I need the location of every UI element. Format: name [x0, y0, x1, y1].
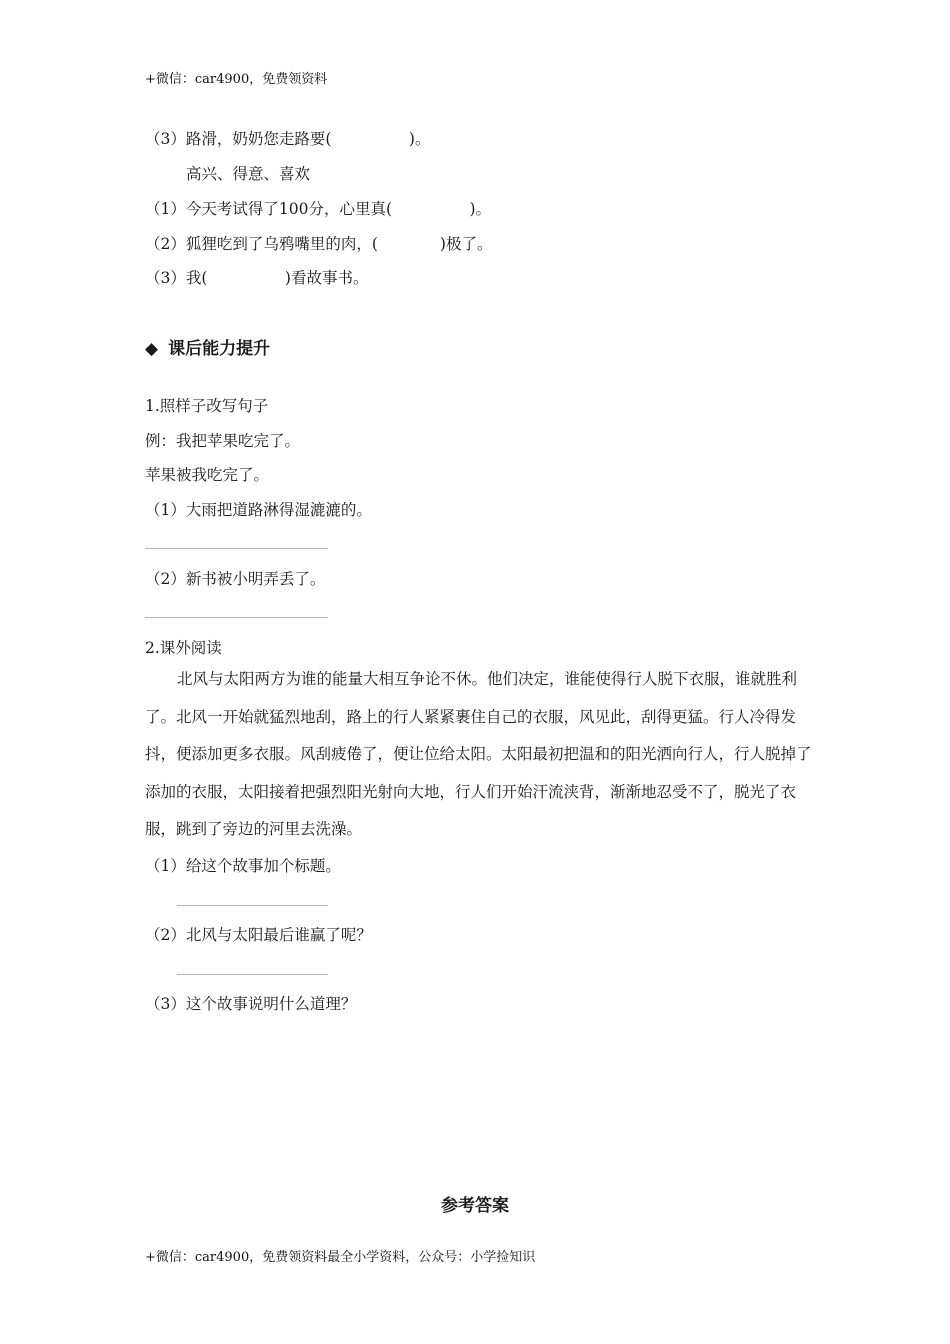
- answer-line[interactable]: [145, 617, 328, 618]
- fill-blank-question-3: （3）我( )看故事书。: [145, 269, 369, 287]
- reading-heading: 2.课外阅读: [145, 639, 222, 657]
- diamond-icon: ◆: [145, 339, 159, 359]
- fill-blank-question-1: （1）今天考试得了100分，心里真( )。: [145, 200, 492, 218]
- reading-passage: 北风与太阳两方为谁的能量大相互争论不休。他们决定，谁能使得行人脱下衣服，谁就胜利了。北风一开始就猛烈地刮，路上的行人紧紧裹住自己的衣服，风见此，刮得更猛。行人冷得发抖，便添加更多衣服。风刮疲倦了，便让位给太阳。太阳最初把温和的阳光洒向行人，行人脱掉了添加的衣服，太阳接着把强烈阳光射向大地，行人们开始汗流浃背，渐渐地忍受不了，脱光了衣服，跳到了旁边的河里去洗澡。: [145, 670, 812, 838]
- reading-question-3: （3）这个故事说明什么道理？: [145, 995, 357, 1013]
- answer-line[interactable]: [177, 905, 328, 906]
- answer-line[interactable]: [145, 548, 328, 549]
- word-options: 高兴、得意、喜欢: [186, 165, 311, 183]
- rewrite-example: 例：我把苹果吃完了。: [145, 432, 301, 450]
- rewrite-question-2: （2）新书被小明弄丢了。: [145, 570, 326, 588]
- rewrite-example-answer: 苹果被我吃完了。: [145, 466, 270, 484]
- rewrite-heading: 1.照样子改写句子: [145, 397, 269, 415]
- section-heading: [145, 334, 270, 359]
- reading-question-1: （1）给这个故事加个标题。: [145, 857, 341, 875]
- fill-blank-road-question: （3）路滑，奶奶您走路要( )。: [145, 130, 431, 148]
- reading-question-2: （2）北风与太阳最后谁赢了呢？: [145, 926, 372, 944]
- answers-title: 参考答案: [441, 1196, 509, 1216]
- rewrite-question-1: （1）大雨把道路淋得湿漉漉的。: [145, 501, 372, 519]
- answer-line[interactable]: [177, 974, 328, 975]
- page-footer: +微信：car4900，免费领资料最全小学资料，公众号：小学捡知识: [145, 1250, 536, 1265]
- section-title: 课后能力提升: [168, 339, 271, 359]
- page-header: +微信：car4900，免费领资料: [145, 72, 328, 87]
- fill-blank-question-2: （2）狐狸吃到了乌鸦嘴里的肉，( )极了。: [145, 235, 493, 253]
